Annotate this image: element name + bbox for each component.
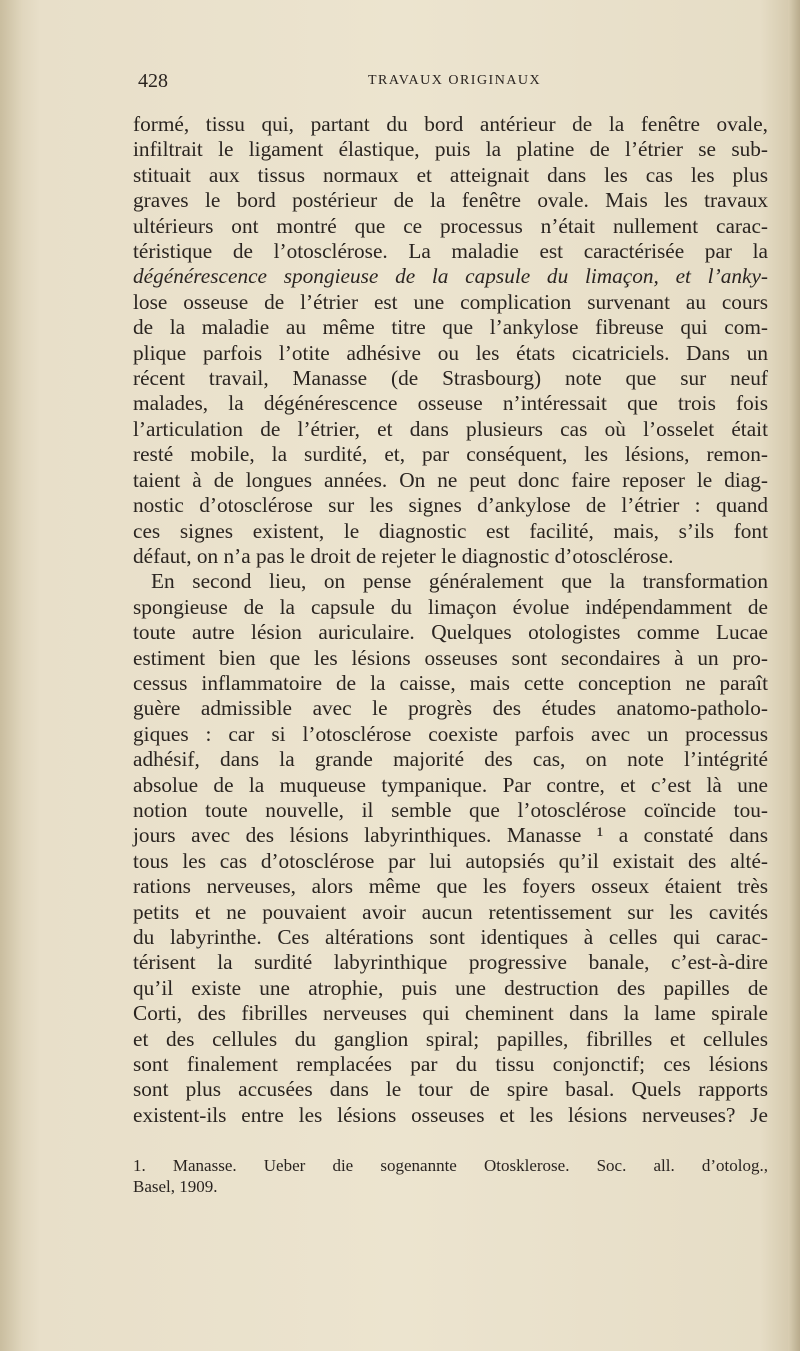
text-line: jours avec des lésions labyrinthiques. Manasse ¹ a constaté dans (133, 823, 768, 848)
page-header (138, 70, 766, 94)
text-line: existent-ils entre les lésions osseuses et les lésions nerveuses? Je (133, 1102, 768, 1127)
text-line: infiltrait le ligament élastique, puis la platine de l’étrier se sub- (133, 137, 768, 162)
footnote (133, 1155, 768, 1197)
text-line: taient à de longues années. On ne peut donc faire reposer le diag- (133, 467, 768, 492)
text-line: qu’il existe une atrophie, puis une destruction des papilles de (133, 975, 768, 1000)
text-line: sont finalement remplacées par du tissu conjonctif; ces lésions (133, 1052, 768, 1077)
text-line: sont plus accusées dans le tour de spire basal. Quels rapports (133, 1077, 768, 1102)
text-line: absolue de la muqueuse tympanique. Par contre, et c’est là une (133, 772, 768, 797)
text-line: et des cellules du ganglion spiral; papilles, fibrilles et cellules (133, 1026, 768, 1051)
text-line: stituait aux tissus normaux et atteignait dans les cas les plus (133, 162, 768, 187)
text-line: tous les cas d’otosclérose par lui autopsiés qu’il existait des alté- (133, 848, 768, 873)
text-line: plique parfois l’otite adhésive ou les états cicatriciels. Dans un (133, 340, 768, 365)
text-line: En second lieu, on pense généralement que la transformation (151, 569, 768, 594)
text-line: malades, la dégénérescence osseuse n’intéressait que trois fois (133, 391, 768, 416)
text-line: graves le bord postérieur de la fenêtre ovale. Mais les travaux (133, 188, 768, 213)
footnote-line: Basel, 1909. (133, 1177, 218, 1196)
text-line: défaut, on n’a pas le droit de rejeter le diagnostic d’otosclérose. (133, 543, 674, 568)
text-line: cessus inflammatoire de la caisse, mais cette conception ne paraît (133, 670, 768, 695)
text-line: dégénérescence spongieuse de la capsule du limaçon, et l’anky- (133, 264, 768, 289)
text-line: ultérieurs ont montré que ce processus n’était nullement carac- (133, 213, 768, 238)
text-line: notion toute nouvelle, il semble que l’otosclérose coïncide tou- (133, 797, 768, 822)
text-line: formé, tissu qui, partant du bord antérieur de la fenêtre ovale, (133, 112, 768, 136)
text-line: nostic d’otosclérose sur les signes d’ankylose de l’étrier : quand (133, 493, 768, 518)
text-line: estiment bien que les lésions osseuses sont secondaires à un pro- (133, 645, 768, 670)
text-line: giques : car si l’otosclérose coexiste parfois avec un processus (133, 721, 768, 746)
text-line: Corti, des fibrilles nerveuses qui cheminent dans la lame spirale (133, 1001, 768, 1026)
text-line: petits et ne pouvaient avoir aucun retentissement sur les cavités (133, 899, 768, 924)
text-line: resté mobile, la surdité, et, par conséquent, les lésions, remon- (133, 442, 768, 467)
text-line: récent travail, Manasse (de Strasbourg) note que sur neuf (133, 366, 768, 391)
text-line: spongieuse de la capsule du limaçon évolue indépendamment de (133, 594, 768, 619)
text-line: l’articulation de l’étrier, et dans plusieurs cas où l’osselet était (133, 416, 768, 441)
running-head: TRAVAUX ORIGINAUX (368, 73, 542, 88)
text-line: ces signes existent, le diagnostic est facilité, mais, s’ils font (133, 518, 768, 543)
text-line: de la maladie au même titre que l’ankylose fibreuse qui com- (133, 315, 768, 340)
page-right-edge (788, 0, 800, 1351)
text-line: du labyrinthe. Ces altérations sont identiques à celles qui carac- (133, 925, 768, 949)
text-line: téristique de l’otosclérose. La maladie est caractérisée par la (133, 239, 768, 264)
body-text (133, 112, 768, 1128)
page-number: 428 (138, 70, 168, 92)
page-left-edge (0, 0, 22, 1351)
text-line: guère admissible avec le progrès des études anatomo-patholo- (133, 696, 768, 721)
text-line: rations nerveuses, alors même que les foyers osseux étaient très (133, 874, 768, 899)
text-line: lose osseuse de l’étrier est une complication survenant au cours (133, 289, 768, 314)
footnote-line: 1. Manasse. Ueber die sogenannte Otosklerose. Soc. all. d’otolog., (133, 1156, 768, 1175)
text-line: toute autre lésion auriculaire. Quelques otologistes comme Lucae (133, 620, 768, 645)
text-line: adhésif, dans la grande majorité des cas, on note l’intégrité (133, 747, 768, 772)
text-line: térisent la surdité labyrinthique progressive banale, c’est-à-dire (133, 950, 768, 975)
